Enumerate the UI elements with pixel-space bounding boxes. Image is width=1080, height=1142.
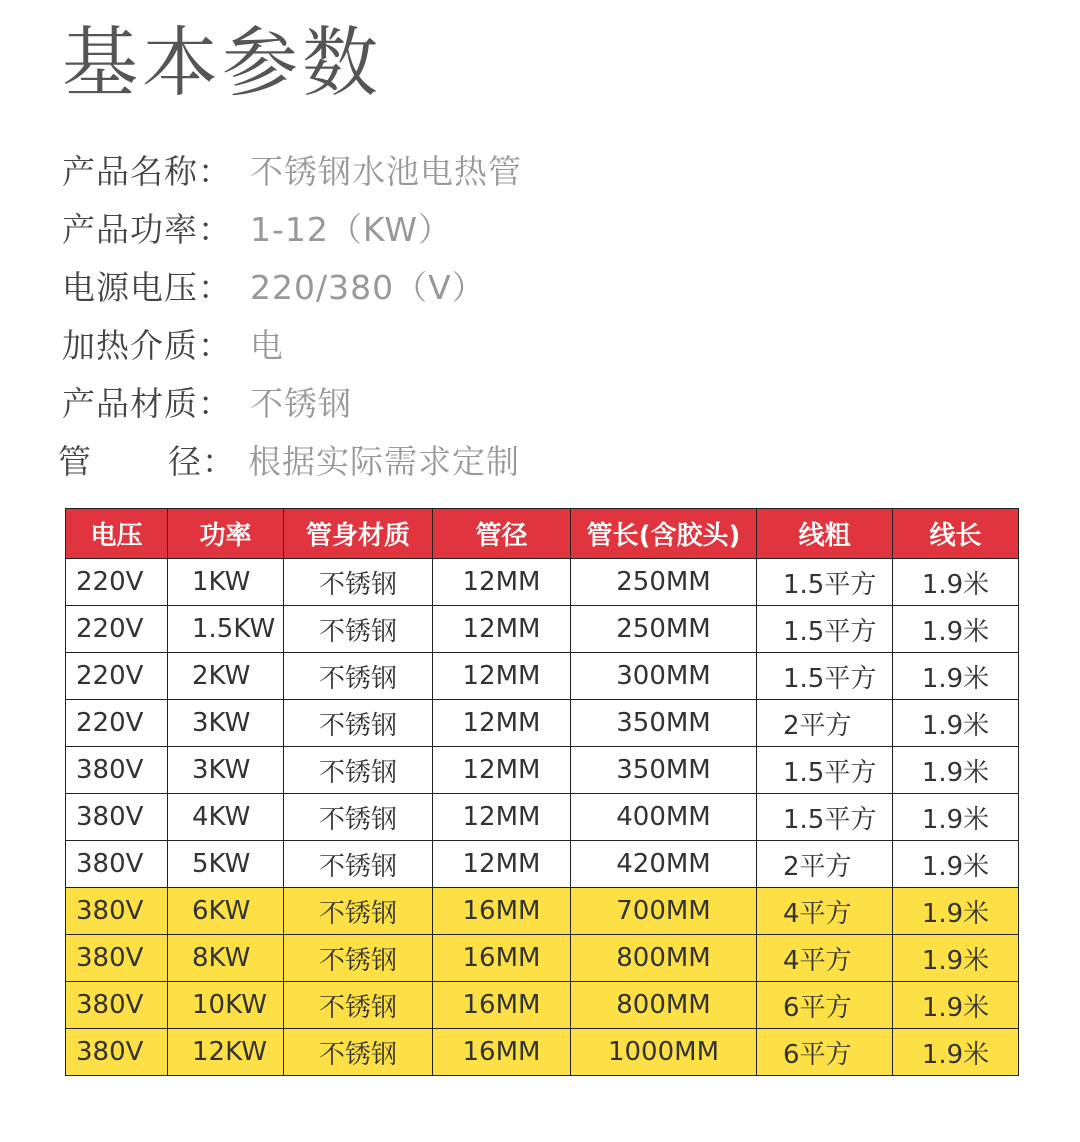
table-row <box>66 1029 1019 1076</box>
cell-wire-gauge: 1.5平方 <box>757 747 893 794</box>
cell-power: 4KW <box>168 794 284 841</box>
cell-diameter: 16MM <box>433 982 571 1029</box>
table-row <box>66 559 1019 606</box>
spec-value: 不锈钢 <box>250 383 352 423</box>
cell-power: 3KW <box>168 700 284 747</box>
cell-wire-length: 1.9米 <box>893 935 1019 982</box>
cell-power: 6KW <box>168 888 284 935</box>
cell-wire-gauge: 1.5平方 <box>757 559 893 606</box>
header-power: 功率 <box>168 509 284 559</box>
spec-value: 不锈钢水池电热管 <box>250 151 522 191</box>
cell-length: 700MM <box>571 888 757 935</box>
table-row <box>66 700 1019 747</box>
cell-wire-length: 1.9米 <box>893 841 1019 888</box>
cell-material: 不锈钢 <box>284 559 433 606</box>
cell-diameter: 16MM <box>433 935 571 982</box>
cell-material: 不锈钢 <box>284 935 433 982</box>
cell-power: 3KW <box>168 747 284 794</box>
cell-wire-length: 1.9米 <box>893 700 1019 747</box>
spec-label: 产品材质： <box>62 383 232 423</box>
cell-wire-gauge: 4平方 <box>757 935 893 982</box>
spec-row-material <box>62 372 1022 430</box>
cell-material: 不锈钢 <box>284 606 433 653</box>
cell-length: 300MM <box>571 653 757 700</box>
cell-wire-length: 1.9米 <box>893 888 1019 935</box>
cell-voltage: 380V <box>66 794 168 841</box>
cell-wire-length: 1.9米 <box>893 653 1019 700</box>
cell-length: 800MM <box>571 935 757 982</box>
cell-voltage: 380V <box>66 1029 168 1076</box>
table-row <box>66 747 1019 794</box>
spec-label: 产品名称： <box>62 151 232 191</box>
cell-wire-length: 1.9米 <box>893 559 1019 606</box>
spec-value: 1-12（KW） <box>250 209 452 249</box>
spec-value: 根据实际需求定制 <box>248 441 520 481</box>
header-voltage: 电压 <box>66 509 168 559</box>
cell-power: 5KW <box>168 841 284 888</box>
cell-voltage: 220V <box>66 653 168 700</box>
cell-voltage: 380V <box>66 982 168 1029</box>
spec-label-part: 径： <box>168 441 236 481</box>
cell-diameter: 16MM <box>433 1029 571 1076</box>
cell-length: 420MM <box>571 841 757 888</box>
cell-length: 250MM <box>571 559 757 606</box>
cell-length: 400MM <box>571 794 757 841</box>
cell-wire-gauge: 1.5平方 <box>757 794 893 841</box>
cell-diameter: 12MM <box>433 700 571 747</box>
cell-power: 1KW <box>168 559 284 606</box>
cell-material: 不锈钢 <box>284 1029 433 1076</box>
cell-material: 不锈钢 <box>284 888 433 935</box>
cell-length: 250MM <box>571 606 757 653</box>
cell-length: 1000MM <box>571 1029 757 1076</box>
cell-power: 12KW <box>168 1029 284 1076</box>
cell-power: 8KW <box>168 935 284 982</box>
table-body <box>66 559 1019 1076</box>
spec-value: 电 <box>250 325 284 365</box>
spec-label: 电源电压： <box>62 267 232 307</box>
cell-voltage: 220V <box>66 700 168 747</box>
cell-wire-length: 1.9米 <box>893 982 1019 1029</box>
spec-row-power <box>62 198 1022 256</box>
header-wire-gauge: 线粗 <box>757 509 893 559</box>
cell-length: 800MM <box>571 982 757 1029</box>
cell-diameter: 12MM <box>433 841 571 888</box>
cell-diameter: 12MM <box>433 747 571 794</box>
cell-wire-gauge: 2平方 <box>757 841 893 888</box>
cell-material: 不锈钢 <box>284 653 433 700</box>
cell-diameter: 12MM <box>433 794 571 841</box>
cell-diameter: 12MM <box>433 653 571 700</box>
header-material: 管身材质 <box>284 509 433 559</box>
cell-wire-gauge: 1.5平方 <box>757 653 893 700</box>
cell-wire-gauge: 4平方 <box>757 888 893 935</box>
cell-power: 1.5KW <box>168 606 284 653</box>
table-header-row <box>66 509 1019 559</box>
cell-voltage: 380V <box>66 747 168 794</box>
cell-material: 不锈钢 <box>284 982 433 1029</box>
cell-power: 2KW <box>168 653 284 700</box>
cell-wire-length: 1.9米 <box>893 1029 1019 1076</box>
cell-diameter: 12MM <box>433 606 571 653</box>
spec-label: 产品功率： <box>62 209 232 249</box>
cell-length: 350MM <box>571 700 757 747</box>
table-row <box>66 794 1019 841</box>
cell-material: 不锈钢 <box>284 794 433 841</box>
cell-wire-length: 1.9米 <box>893 747 1019 794</box>
spec-row-diameter <box>58 430 1022 488</box>
cell-voltage: 380V <box>66 841 168 888</box>
cell-voltage: 220V <box>66 559 168 606</box>
table-row <box>66 841 1019 888</box>
spec-label-part: 管 <box>58 441 92 481</box>
cell-voltage: 380V <box>66 888 168 935</box>
spec-row-medium <box>62 314 1022 372</box>
cell-diameter: 12MM <box>433 559 571 606</box>
spec-row-voltage <box>62 256 1022 314</box>
spec-label: 加热介质： <box>62 325 232 365</box>
cell-wire-gauge: 1.5平方 <box>757 606 893 653</box>
header-wire-length: 线长 <box>893 509 1019 559</box>
table-row <box>66 935 1019 982</box>
cell-power: 10KW <box>168 982 284 1029</box>
spec-label <box>58 436 250 483</box>
cell-material: 不锈钢 <box>284 841 433 888</box>
cell-length: 350MM <box>571 747 757 794</box>
header-diameter: 管径 <box>433 509 571 559</box>
spec-list <box>58 140 1022 488</box>
cell-voltage: 220V <box>66 606 168 653</box>
table-row <box>66 982 1019 1029</box>
cell-wire-length: 1.9米 <box>893 794 1019 841</box>
cell-diameter: 16MM <box>433 888 571 935</box>
spec-row-product-name <box>62 140 1022 198</box>
parameter-table <box>65 508 1019 1076</box>
table-row <box>66 888 1019 935</box>
cell-material: 不锈钢 <box>284 700 433 747</box>
cell-wire-gauge: 6平方 <box>757 982 893 1029</box>
cell-wire-gauge: 2平方 <box>757 700 893 747</box>
cell-material: 不锈钢 <box>284 747 433 794</box>
table-row <box>66 606 1019 653</box>
spec-value: 220/380（V） <box>250 267 486 307</box>
cell-wire-gauge: 6平方 <box>757 1029 893 1076</box>
cell-wire-length: 1.9米 <box>893 606 1019 653</box>
header-length: 管长(含胶头) <box>571 509 757 559</box>
page-title: 基本参数 <box>62 18 382 107</box>
cell-voltage: 380V <box>66 935 168 982</box>
table-row <box>66 653 1019 700</box>
